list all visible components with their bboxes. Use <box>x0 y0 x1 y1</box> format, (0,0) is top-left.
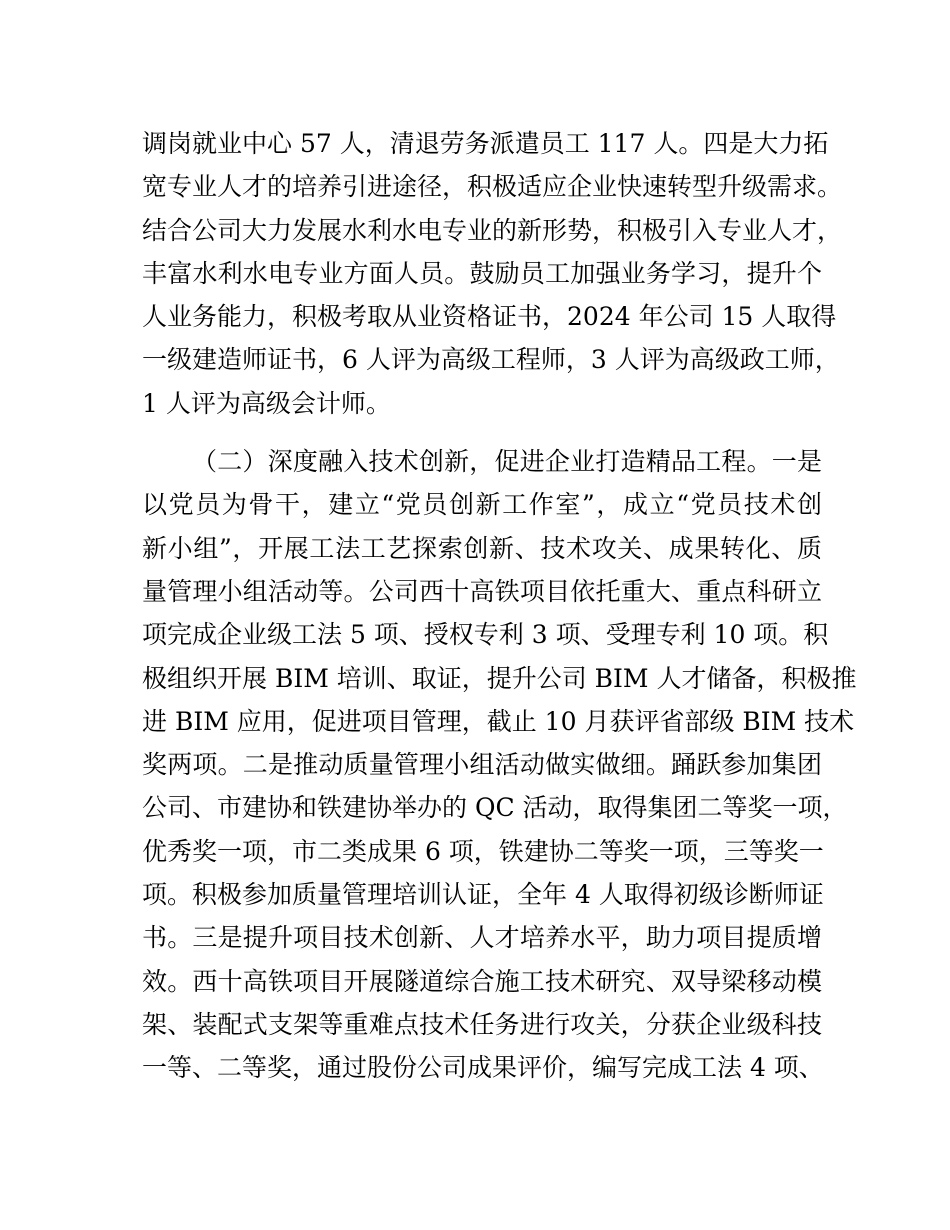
text-line: 结合公司大力发展水利水电专业的新形势，积极引入专业人才， <box>142 215 843 245</box>
paragraph-gap <box>142 425 822 440</box>
text-line: 效。西十高铁项目开展隧道综合施工技术研究、双导梁移动模 <box>142 966 822 996</box>
text-line: 奖两项。二是推动质量管理小组活动做实做细。踊跃参加集团 <box>142 750 822 780</box>
text-line: 进 BIM 应用，促进项目管理，截止 10 月获评省部级 BIM 技术 <box>142 706 855 736</box>
text-line: 书。三是提升项目技术创新、人才培养水平，助力项目提质增 <box>142 923 822 953</box>
text-line: 宽专业人才的培养引进途径，积极适应企业快速转型升级需求。 <box>142 172 843 202</box>
text-line: 调岗就业中心 57 人，清退劳务派遣员工 117 人。四是大力拓 <box>142 129 829 158</box>
text-line: 丰富水利水电专业方面人员。鼓励员工加强业务学习，提升个 <box>142 258 822 288</box>
text-line: 公司、市建协和铁建协举办的 QC 活动，取得集团二等奖一项， <box>142 793 848 823</box>
text-line: 量管理小组活动等。公司西十高铁项目依托重大、重点科研立 <box>142 576 822 606</box>
text-line: 优秀奖一项，市二类成果 6 项，铁建协二等奖一项，三等奖一 <box>142 836 824 866</box>
text-line: 一等、二等奖，通过股份公司成果评价，编写完成工法 4 项、 <box>142 1053 824 1083</box>
document-body <box>142 122 857 1090</box>
text-line: 项。积极参加质量管理培训认证，全年 4 人取得初级诊断师证 <box>142 880 824 910</box>
text-line: 项完成企业级工法 5 项、授权专利 3 项、受理专利 10 项。积 <box>142 620 829 650</box>
text-line: （二）深度融入技术创新，促进企业打造精品工程。一是 <box>192 447 822 477</box>
text-line: 以党员为骨干，建立“党员创新工作室”，成立“党员技术创 <box>142 490 822 520</box>
text-line: 人业务能力，积极考取从业资格证书，2024 年公司 15 人取得 <box>142 302 837 332</box>
paragraph-1 <box>142 122 843 425</box>
text-line: 极组织开展 BIM 培训、取证，提升公司 BIM 人才储备，积极推 <box>142 663 857 693</box>
paragraph-2 <box>142 440 857 1089</box>
text-line: 新小组”，开展工法工艺探索创新、技术攻关、成果转化、质 <box>142 533 822 563</box>
text-line: 1 人评为高级会计师。 <box>142 388 391 418</box>
text-line: 一级建造师证书，6 人评为高级工程师，3 人评为高级政工师， <box>142 345 840 375</box>
text-line: 架、装配式支架等重难点技术任务进行攻关，分获企业级科技 <box>142 1009 822 1039</box>
